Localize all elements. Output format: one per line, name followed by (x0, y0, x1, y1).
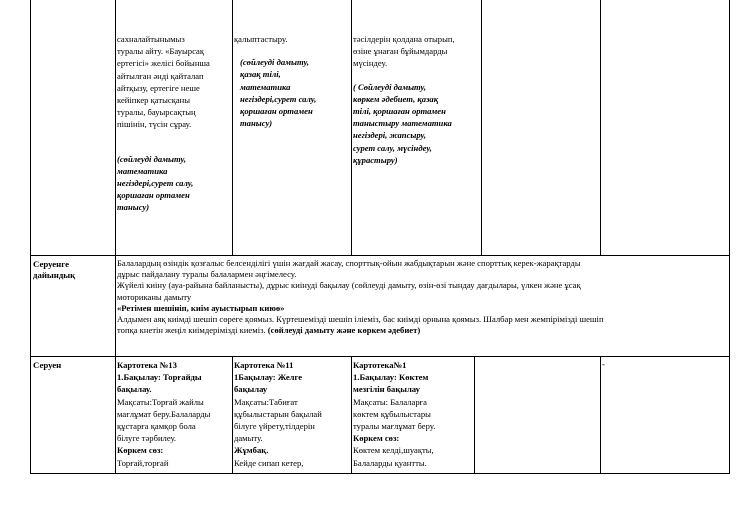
subjects-line: негіздері,сурет салу, (240, 93, 317, 104)
subjects-line: (сөйлеуді дамыту, (240, 57, 309, 68)
table-col-divider (351, 356, 352, 474)
row-heading-line: дайындық (33, 270, 76, 280)
text-line: Көктем келді,шуақты, (353, 445, 434, 456)
text-line: мүсіндеу. (353, 58, 388, 69)
observation-title: бақылау (234, 384, 268, 395)
table-col-divider (481, 0, 482, 255)
text-line: Алдымен аяқ киімді шешіп сөреге қоямыз. Күртешемізді шешіп іліеміз, бас киімді орнына қоямыз. Шалбар мен жемпірімізді шешіп (117, 314, 604, 325)
text-line: айтқызу, ертегіге неше (117, 82, 200, 93)
cell-walk-prep-content (117, 258, 729, 336)
text-line: дамыту. (234, 433, 263, 444)
table-border-bottom (30, 473, 730, 474)
text-line: Торғай,торғай (117, 457, 169, 468)
subjects-line: (сөйлеуді дамыту, (117, 153, 186, 164)
text-line: туралы, бауырсақтың (117, 107, 196, 118)
observation-title: мезгілін бақылау (353, 384, 420, 395)
subjects-line: танысу) (240, 118, 273, 129)
subjects-line: таныстыру математика (353, 118, 452, 129)
text-line: Мақсаты:Табиғат (234, 396, 298, 407)
cell-continued-col2 (234, 33, 350, 129)
subjects-line: қоршаған ортамен (240, 106, 313, 117)
subjects-line: көркем әдебиет, қазақ (353, 93, 439, 104)
cell-walk-col2 (234, 359, 350, 472)
text-line: кейіпкер қатысқаны (117, 95, 191, 106)
cell-continued-col1 (117, 33, 231, 214)
text-line: тәсілдерін қолдана отырып, (353, 34, 455, 44)
observation-title: бақылау. (117, 384, 152, 395)
table-col-divider (351, 0, 352, 255)
card-number: Картотека №13 (117, 360, 177, 370)
table-border-left (30, 0, 31, 474)
subjects-line: тілі, қоршаған ортамен (353, 106, 446, 117)
subjects-line: қазақ тілі, (240, 69, 281, 80)
row-heading-walk: Серуен (33, 360, 62, 370)
subjects-line: танысу) (117, 202, 150, 213)
text-line: айтылған әнді қайталап (117, 70, 204, 81)
row-heading-line: Серуенге (33, 259, 70, 269)
table-col-divider (600, 0, 601, 255)
table-col-divider (232, 356, 233, 474)
section-label: Көркем сөз: (117, 445, 164, 456)
text-line: білуге үйрету,тілдерін (234, 421, 315, 432)
text-line: Мақсаты: Балаларға (353, 396, 427, 407)
card-number: Картотека №11 (234, 360, 294, 370)
text-line: құбылыстарын бақылай (234, 408, 322, 419)
text-line: туралы айту. «Бауырсақ (117, 46, 205, 57)
table-col-divider (600, 356, 601, 474)
row-divider (30, 356, 730, 357)
subjects-line: математика (117, 165, 168, 176)
text-line: Балаларды қуантты. (353, 457, 427, 468)
cell-walk-col1 (117, 359, 231, 472)
dash-mark: - (602, 359, 605, 369)
text-line: туралы мағлұмат беру. (353, 421, 436, 432)
subjects-span: (сөйлеуді дамыту және көркем әдебиет) (267, 325, 421, 336)
text-line: көктем құбылыстары (353, 408, 431, 419)
text-line: Жүйелі киіну (ауа-райына байланысты), дұрыс киінуді бақылау (сөйлеуді дамыту, өзін-өзі тындау дағдылары, үлкен және ұсақ (117, 280, 581, 291)
subjects-line: негіздері, жапсыру, (353, 130, 427, 141)
observation-title: 1Бақылау: Желге (234, 372, 303, 383)
subjects-line: құрастыру) (353, 154, 398, 165)
text-line: Мақсаты:Торғай жайлы (117, 396, 204, 407)
subjects-line: негіздері,сурет салу, (117, 178, 194, 189)
text-line: мағлұмат беру.Балаларды (117, 408, 211, 419)
table-col-divider (115, 0, 116, 474)
table-col-divider (474, 356, 475, 474)
text-line: моториканы дамыту (117, 291, 192, 302)
text-line: ертегісі» желісі бойынша (117, 58, 210, 69)
cell-walk-col3 (353, 359, 473, 472)
cell-continued-col3 (353, 33, 480, 166)
text-line (117, 325, 729, 336)
section-label: Көркем сөз: (353, 433, 400, 444)
table-col-divider (232, 0, 233, 255)
text-line: дұрыс пайдалану туралы балалармен әңгімелесу. (117, 269, 297, 280)
text-line: өзіне ұнаған бұйымдарды (353, 46, 448, 57)
text-line: Кейде сипап кетер, (234, 457, 304, 468)
text-line: сахналайтынымыз (117, 34, 185, 44)
subjects-line: сурет салу, мүсіндеу, (353, 142, 432, 153)
section-label: Жұмбақ. (234, 445, 269, 456)
subjects-line: математика (240, 81, 291, 92)
text-line: Балалардың өзіндік қозғалыс белсенділігі үшін жағдай жасау, спорттық-ойын жабдықтарын және спорттық керек-жарақтарды (117, 258, 581, 268)
text-line: құстарға қамқор бола (117, 421, 196, 432)
observation-title: 1.Бақылау: Торғайды (117, 372, 202, 383)
subjects-line: қоршаған ортамен (117, 190, 190, 201)
card-number: Картотека№1 (353, 360, 407, 370)
text-line: қалыптастыру. (234, 34, 288, 44)
row-heading-walk-prep (33, 259, 75, 281)
text-line: білуге тәрбилеу. (117, 433, 177, 444)
table-border-right (729, 0, 730, 474)
text-span: топқа кнетін жеңіл киімдерімізді киеміз. (117, 325, 268, 336)
observation-title: 1.Бақылау: Көктем (353, 372, 429, 383)
row-divider (30, 255, 730, 256)
activity-title: «Ретімен шешініп, киім ауыстырып киюө» (117, 302, 285, 313)
text-line: пішінін, түсін сұрау. (117, 119, 192, 130)
subjects-line: ( Сөйлеуді дамыту, (353, 81, 427, 92)
